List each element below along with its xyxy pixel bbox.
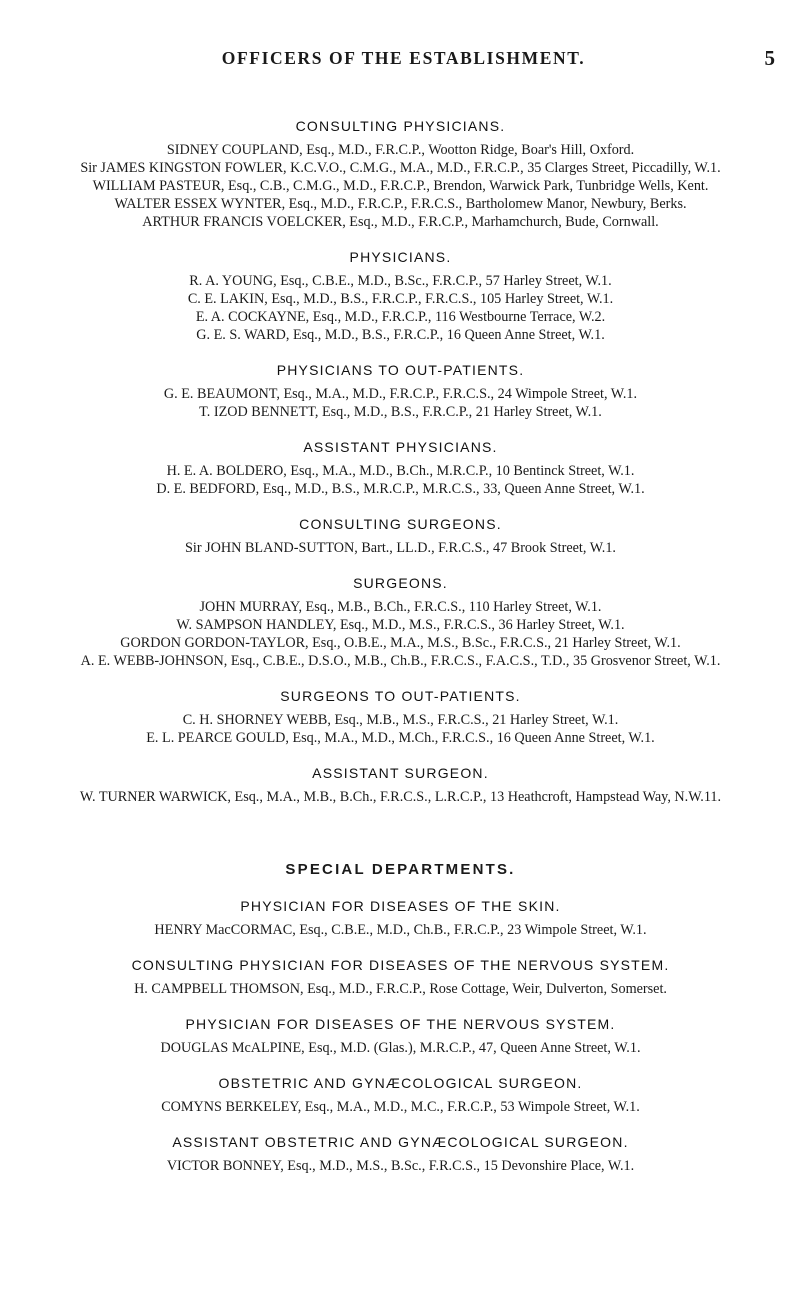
officer-entry: E. L. PEARCE GOULD, Esq., M.A., M.D., M.Ch., F.R.C.S., 16 Queen Anne Street, W.1. <box>146 730 655 746</box>
officer-entry: COMYNS BERKELEY, Esq., M.A., M.D., M.C., F.R.C.P., 53 Wimpole Street, W.1. <box>161 1099 640 1115</box>
officer-entry: H. CAMPBELL THOMSON, Esq., M.D., F.R.C.P., Rose Cottage, Weir, Dulverton, Somerset. <box>134 981 667 997</box>
section-heading: ASSISTANT OBSTETRIC AND GYNÆCOLOGICAL SURGEON. <box>172 1134 629 1150</box>
officer-entry: GORDON GORDON-TAYLOR, Esq., O.B.E., M.A., M.S., B.Sc., F.R.C.S., 21 Harley Street, W.1. <box>120 635 681 651</box>
officer-entry: W. SAMPSON HANDLEY, Esq., M.D., M.S., F.R.C.S., 36 Harley Street, W.1. <box>176 617 625 633</box>
section-heading: PHYSICIAN FOR DISEASES OF THE SKIN. <box>240 898 561 914</box>
special-departments-heading: SPECIAL DEPARTMENTS. <box>285 861 516 878</box>
section-heading: CONSULTING PHYSICIANS. <box>295 118 506 134</box>
officer-entry: G. E. S. WARD, Esq., M.D., B.S., F.R.C.P., 16 Queen Anne Street, W.1. <box>196 327 605 343</box>
section-heading: CONSULTING SURGEONS. <box>299 516 502 532</box>
officer-entry: A. E. WEBB-JOHNSON, Esq., C.B.E., D.S.O., M.B., Ch.B., F.R.C.S., F.A.C.S., T.D., 35 Grosvenor Street, W.1. <box>80 653 721 669</box>
section-heading: PHYSICIANS TO OUT-PATIENTS. <box>276 362 525 378</box>
officer-entry: Sir JAMES KINGSTON FOWLER, K.C.V.O., C.M.G., M.A., M.D., F.R.C.P., 35 Clarges Street, Piccadilly, W.1. <box>80 160 721 176</box>
officer-entry: C. E. LAKIN, Esq., M.D., B.S., F.R.C.P., F.R.C.S., 105 Harley Street, W.1. <box>187 291 614 307</box>
officer-entry: H. E. A. BOLDERO, Esq., M.A., M.D., B.Ch., M.R.C.P., 10 Bentinck Street, W.1. <box>166 463 635 479</box>
officer-entry: E. A. COCKAYNE, Esq., M.D., F.R.C.P., 116 Westbourne Terrace, W.2. <box>195 309 606 325</box>
officer-entry: ARTHUR FRANCIS VOELCKER, Esq., M.D., F.R.C.P., Marhamchurch, Bude, Cornwall. <box>142 214 659 230</box>
section-heading: CONSULTING PHYSICIAN FOR DISEASES OF THE NERVOUS SYSTEM. <box>131 957 670 973</box>
officer-entry: SIDNEY COUPLAND, Esq., M.D., F.R.C.P., Wootton Ridge, Boar's Hill, Oxford. <box>166 142 635 158</box>
section-heading: ASSISTANT SURGEON. <box>312 765 489 781</box>
section-heading: PHYSICIANS. <box>349 249 452 265</box>
officer-entry: G. E. BEAUMONT, Esq., M.A., M.D., F.R.C.P., F.R.C.S., 24 Wimpole Street, W.1. <box>163 386 638 402</box>
officer-entry: WALTER ESSEX WYNTER, Esq., M.D., F.R.C.P., F.R.C.S., Bartholomew Manor, Newbury, Berks. <box>114 196 687 212</box>
officer-entry: VICTOR BONNEY, Esq., M.D., M.S., B.Sc., F.R.C.S., 15 Devonshire Place, W.1. <box>166 1158 635 1174</box>
officer-entry: HENRY MacCORMAC, Esq., C.B.E., M.D., Ch.B., F.R.C.P., 23 Wimpole Street, W.1. <box>154 922 647 938</box>
officer-entry: WILLIAM PASTEUR, Esq., C.B., C.M.G., M.D., F.R.C.P., Brendon, Warwick Park, Tunbridge Wells, Kent. <box>92 178 709 194</box>
section-heading: OBSTETRIC AND GYNÆCOLOGICAL SURGEON. <box>218 1075 583 1091</box>
officer-entry: W. TURNER WARWICK, Esq., M.A., M.B., B.Ch., F.R.C.S., L.R.C.P., 13 Heathcroft, Hampstead Way, N.W.11. <box>79 789 722 805</box>
officer-entry: R. A. YOUNG, Esq., C.B.E., M.D., B.Sc., F.R.C.P., 57 Harley Street, W.1. <box>189 273 612 289</box>
officer-entry: D. E. BEDFORD, Esq., M.D., B.S., M.R.C.P., M.R.C.S., 33, Queen Anne Street, W.1. <box>156 481 645 497</box>
page-number: 5 <box>764 46 775 70</box>
officer-entry: C. H. SHORNEY WEBB, Esq., M.B., M.S., F.R.C.S., 21 Harley Street, W.1. <box>182 712 619 728</box>
section-heading: ASSISTANT PHYSICIANS. <box>303 439 498 455</box>
page-header <box>32 48 775 78</box>
section-heading: SURGEONS TO OUT-PATIENTS. <box>280 688 521 704</box>
section-heading: SURGEONS. <box>353 575 448 591</box>
officer-entry: T. IZOD BENNETT, Esq., M.D., B.S., F.R.C.P., 21 Harley Street, W.1. <box>199 404 602 420</box>
officer-entry: Sir JOHN BLAND-SUTTON, Bart., LL.D., F.R.C.S., 47 Brook Street, W.1. <box>185 540 616 556</box>
officers-list <box>0 118 801 1176</box>
officer-entry: DOUGLAS McALPINE, Esq., M.D. (Glas.), M.R.C.P., 47, Queen Anne Street, W.1. <box>160 1040 641 1056</box>
section-heading: PHYSICIAN FOR DISEASES OF THE NERVOUS SYSTEM. <box>185 1016 616 1032</box>
running-title: OFFICERS OF THE ESTABLISHMENT. <box>221 48 586 68</box>
officer-entry: JOHN MURRAY, Esq., M.B., B.Ch., F.R.C.S., 110 Harley Street, W.1. <box>199 599 602 615</box>
